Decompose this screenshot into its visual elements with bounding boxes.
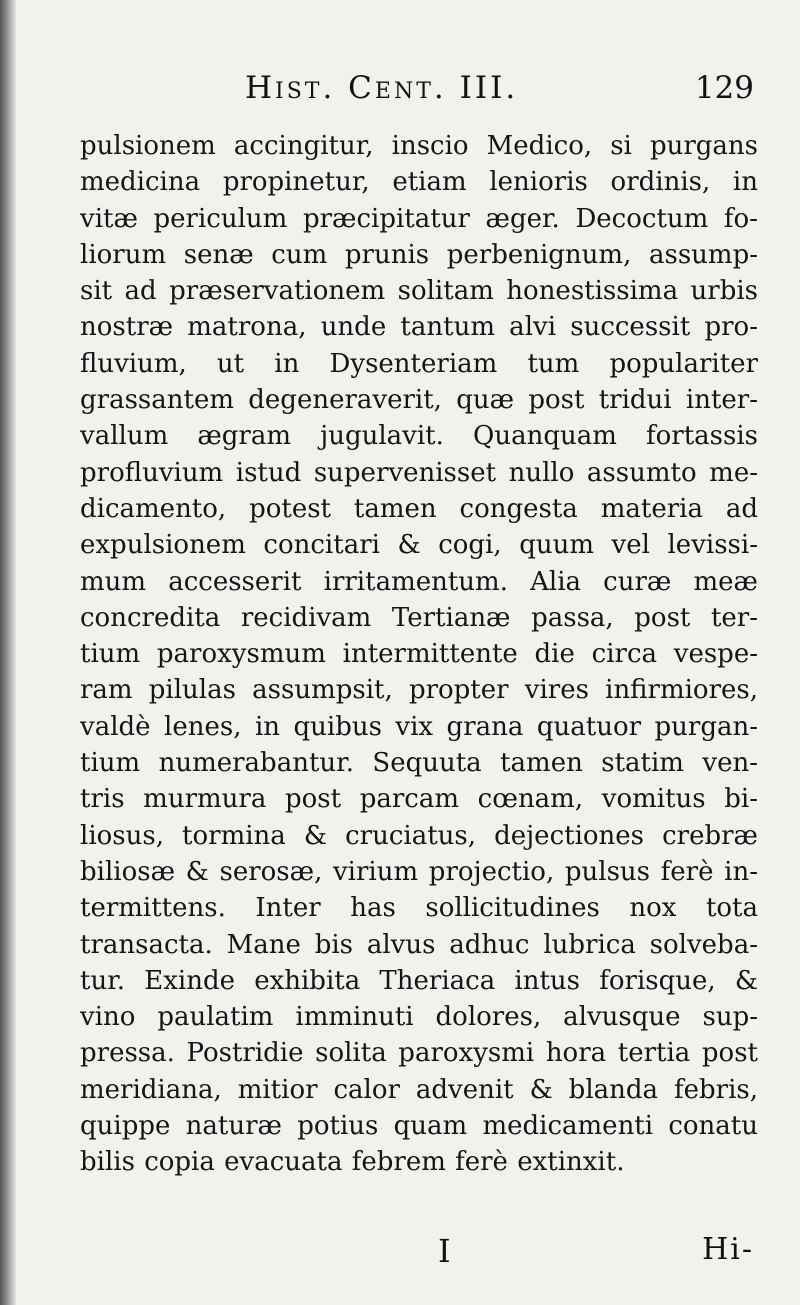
text-line: meridiana, mitior calor advenit & blanda febris, <box>80 1074 758 1105</box>
text-line: sit ad præservationem solitam honestissima urbis <box>80 276 758 307</box>
text-line: vallum ægram jugulavit. Quanquam fortassis <box>80 421 758 452</box>
text-line: pressa. Postridie solita paroxysmi hora tertia post <box>80 1038 758 1069</box>
text-line: pulsionem accingitur, inscio Medico, si purgans <box>80 131 758 161</box>
text-line: valdè lenes, in quibus vix grana quatuor purgan- <box>80 711 758 742</box>
text-line: tur. Exinde exhibita Theriaca intus forisque, & <box>80 965 758 996</box>
text-line: transacta. Mane bis alvus adhuc lubrica solveba- <box>80 929 758 960</box>
text-line: liosus, tormina & cruciatus, dejectiones crebræ <box>80 820 758 851</box>
text-line: tium paroxysmum intermittente die circa vespe- <box>80 639 758 670</box>
text-line: medicina propinetur, etiam lenioris ordinis, in <box>80 167 758 198</box>
text-line: ram pilulas assumpsit, propter vires infirmiores, <box>80 675 758 706</box>
text-line: tium numerabantur. Sequuta tamen statim ven- <box>80 748 758 779</box>
text-line: concredita recidivam Tertianæ passa, post ter- <box>80 602 758 633</box>
page-number: 129 <box>694 70 754 106</box>
text-line: vino paulatim imminuti dolores, alvusque sup- <box>80 1002 758 1033</box>
running-head: Hist. Cent. III. <box>245 70 519 106</box>
page-header <box>0 70 800 120</box>
text-line: termittens. Inter has sollicitudines nox tota <box>80 893 758 924</box>
text-line: biliosæ & serosæ, virium projectio, pulsus ferè in- <box>80 856 758 887</box>
catchword: Hi- <box>702 1232 754 1267</box>
text-line: vitæ periculum præcipitatur æger. Decoctum fo- <box>80 203 758 234</box>
text-line: liorum senæ cum prunis perbenignum, assump- <box>80 239 758 270</box>
page-gutter-shadow <box>0 0 16 1305</box>
text-line: grassantem degeneraverit, quæ post tridui inter- <box>80 385 758 416</box>
text-line: tris murmura post parcam cœnam, vomitus bi- <box>80 784 758 815</box>
body-text <box>80 128 758 1181</box>
text-line: profluvium istud supervenisset nullo assumto me- <box>80 457 758 488</box>
text-line: dicamento, potest tamen congesta materia ad <box>80 493 758 524</box>
text-line: fluvium, ut in Dysenteriam tum populariter <box>80 348 758 379</box>
text-line: nostræ matrona, unde tantum alvi successit pro- <box>80 312 758 343</box>
text-line: mum accesserit irritamentum. Alia curæ meæ <box>80 566 758 597</box>
text-line: bilis copia evacuata febrem ferè extinxit. <box>80 1147 625 1178</box>
text-line: expulsionem concitari & cogi, quum vel levissi- <box>80 530 758 561</box>
text-line: quippe naturæ potius quam medicamenti conatu <box>80 1111 758 1142</box>
signature-mark: I <box>438 1232 451 1270</box>
page-footer <box>0 1232 800 1282</box>
